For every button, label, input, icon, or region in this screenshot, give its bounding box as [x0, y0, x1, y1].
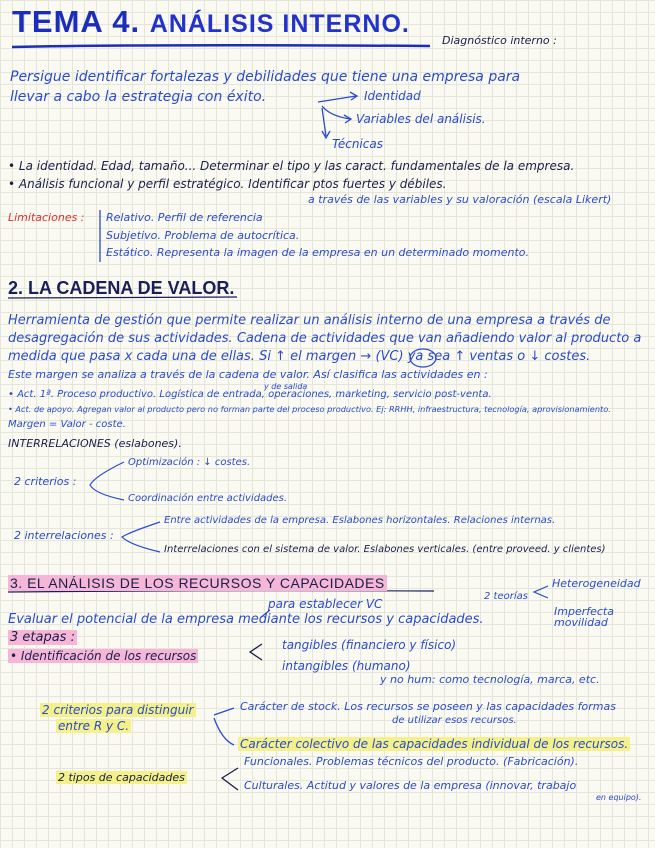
intro-tecnicas: Técnicas — [332, 137, 383, 151]
funcionales: Funcionales. Problemas técnicos del producto. (Fabricación). — [244, 755, 579, 768]
criterio-1: Optimización : ↓ costes. — [128, 457, 251, 468]
criterios-rc-1 — [40, 704, 196, 716]
arrow-colectivo — [214, 718, 234, 745]
criterios-brace — [90, 462, 124, 500]
section-3-heading-text: 3. EL ANÁLISIS DE LOS RECURSOS Y CAPACIDADES — [10, 575, 385, 591]
criterios-rc-2 — [56, 720, 131, 732]
interrelaciones-brace — [122, 522, 160, 552]
section-2-heading: 2. LA CADENA DE VALOR. — [8, 278, 235, 298]
act1: • Act. 1ª. Proceso productivo. Logística de entrada, operaciones, marketing, servicio post-venta. — [8, 389, 492, 400]
intro-line-1: Persigue identificar fortalezas y debilidades que tiene una empresa para — [10, 69, 521, 85]
title-note: Diagnóstico interno : — [442, 34, 557, 47]
teoria-1: Heterogeneidad — [552, 577, 641, 590]
section-3-heading — [8, 576, 387, 590]
caracter-stock: Carácter de stock. Los recursos se poseen y las capacidades formas — [240, 700, 616, 713]
limitaciones-label: Limitaciones : — [8, 211, 85, 224]
section-2-p4: Este margen se analiza a través de la cadena de valor. Así clasifica las actividades en : — [8, 368, 488, 381]
margen: Margen = Valor - coste. — [8, 419, 126, 430]
eval-above: para establecer VC — [268, 597, 383, 611]
intro-variables: Variables del análisis. — [356, 112, 486, 126]
tangibles: tangibles (financiero y físico) — [282, 638, 457, 652]
teoria-2: Imperfecta movilidad — [554, 605, 614, 629]
eval-line: Evaluar el potencial de la empresa mediante los recursos y capacidades. — [8, 612, 484, 627]
act2: • Act. de apoyo. Agregan valor al producto pero no forman parte del proceso productivo. Ej: RRHH, infraestructura, tecnología, aprovisionamiento. — [8, 404, 611, 414]
interrelaciones-label: 2 interrelaciones : — [14, 529, 114, 542]
title-underline — [12, 45, 430, 47]
intangibles-sub: y no hum: como tecnología, marca, etc. — [380, 673, 600, 686]
section-2-p2: desagregación de sus actividades. Cadena de actividades que van añadiendo valor al producto a — [8, 331, 642, 346]
arrow-stock — [214, 708, 234, 715]
act1-small: y de salida — [264, 382, 308, 391]
interrelaciones-title: INTERRELACIONES (eslabones). — [8, 437, 182, 450]
limitacion-3: Estático. Representa la imagen de la empresa en un determinado momento. — [106, 246, 530, 259]
interconexion-2: Interrelaciones con el sistema de valor. Eslabones verticales. (entre proveed. y clientes) — [164, 544, 606, 555]
title-rest: ANÁLISIS INTERNO. — [149, 10, 410, 38]
etapas-label — [8, 631, 77, 644]
etapas-text: 3 etapas : — [10, 630, 75, 645]
identificacion-text: • Identificación de los recursos — [10, 649, 197, 663]
criterios-label: 2 criterios : — [14, 475, 77, 488]
section-2-p1: Herramienta de gestión que permite realizar un análisis interno de una empresa a través de — [8, 313, 611, 328]
criterios-rc-1-text: 2 criterios para distinguir — [42, 703, 194, 717]
culturales: Culturales. Actitud y valores de la empresa (innovar, trabajo — [244, 779, 577, 792]
culturales-sub: en equipo). — [596, 793, 642, 802]
teorias-label: 2 teorías — [484, 591, 528, 602]
caracter-colectivo — [238, 738, 630, 750]
caracter-stock-sub: de utilizar esos recursos. — [392, 715, 517, 726]
bullet-funcional: • Análisis funcional y perfil estratégico. Identificar ptos fuertes y débiles. — [8, 177, 447, 191]
tipos-brace — [222, 768, 238, 790]
intangibles: intangibles (humano) — [282, 659, 411, 673]
limitacion-2: Subjetivo. Problema de autocrítica. — [106, 229, 300, 242]
arrow-identidad — [318, 96, 356, 102]
identificacion-line — [8, 650, 198, 662]
recursos-brace — [250, 644, 262, 660]
section-2-p3: medida que pasa x cada una de ellas. Si ↑ el margen → (VC) ya sea ↑ ventas o ↓ costes. — [8, 349, 591, 364]
intro-identidad: Identidad — [364, 89, 421, 103]
bullet-funcional-sub: a través de las variables y su valoración (escala Likert) — [308, 193, 612, 206]
bullet-identidad: • La identidad. Edad, tamaño... Determinar el tipo y las caract. fundamentales de la empresa. — [8, 159, 575, 173]
tipos-capacidades — [56, 772, 187, 783]
arrow-tecnicas — [322, 108, 326, 136]
teorias-brace — [534, 586, 548, 598]
arrow-variables — [322, 106, 350, 119]
tipos-capacidades-text: 2 tipos de capacidades — [58, 771, 185, 784]
caracter-colectivo-text: Carácter colectivo de las capacidades individual de los recursos. — [240, 737, 629, 751]
limitacion-1: Relativo. Perfil de referencia — [106, 211, 263, 224]
page-title — [12, 6, 410, 37]
title-main: TEMA 4. — [12, 4, 141, 39]
criterio-2: Coordinación entre actividades. — [128, 493, 288, 504]
interconexion-1: Entre actividades de la empresa. Eslabones horizontales. Relaciones internas. — [164, 515, 556, 526]
criterios-rc-2-text: entre R y C. — [58, 719, 130, 733]
intro-line-2: llevar a cabo la estrategia con éxito. — [10, 89, 267, 105]
